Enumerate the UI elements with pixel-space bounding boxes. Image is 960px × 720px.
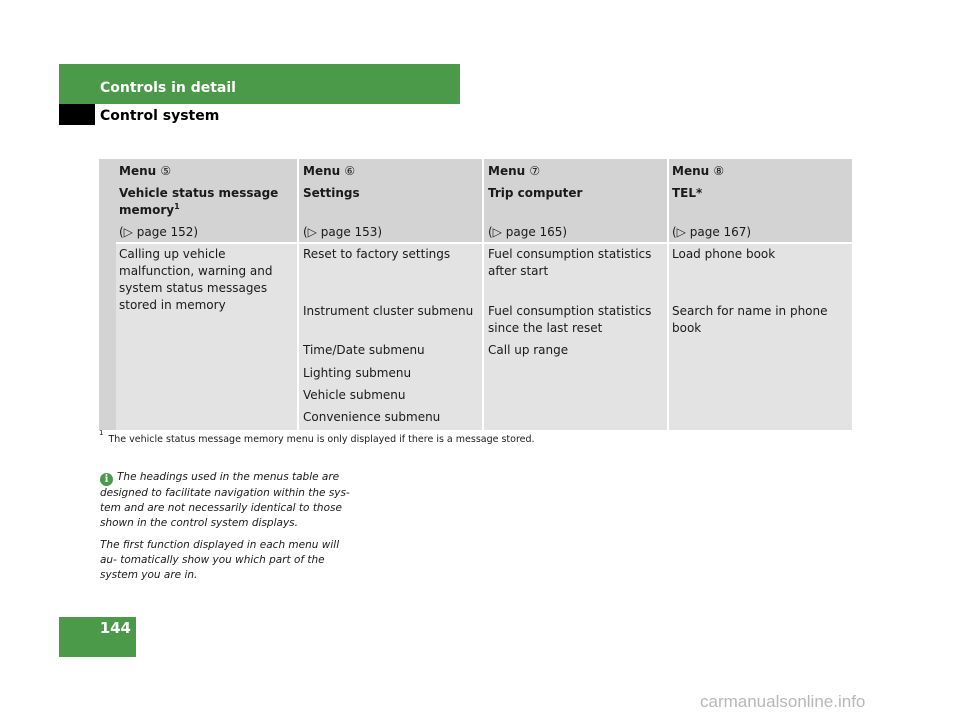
info-paragraph: i The headings used in the menus table are designed to facilitate navigation within the sys- tem and are not necessarily identical to those shown in the control system displays. (100, 471, 350, 529)
column-divider (482, 159, 484, 430)
info-note (100, 470, 350, 590)
watermark: carmanualsonline.info (700, 692, 866, 711)
list-item: Lighting submenu (303, 366, 412, 380)
menu-title-7: Trip computer (488, 186, 583, 200)
page-subtitle: Control system (100, 108, 220, 124)
footnote (99, 428, 535, 445)
page-ref-7: (▷ page 165) (488, 225, 568, 239)
menu-title-6: Settings (303, 186, 360, 200)
column-divider (297, 159, 299, 430)
list-item: Calling up vehicle malfunction, warning and system status messages stored in memory (119, 247, 273, 312)
menu-heading-7: Menu ⑦ (488, 164, 541, 178)
header-marker (59, 104, 95, 125)
list-item: Load phone book (672, 247, 776, 261)
page-ref-6: (▷ page 153) (303, 225, 383, 239)
menu-title-5: Vehicle status message memory$^1$ (119, 186, 279, 217)
menu-heading-8: Menu ⑧ (672, 164, 725, 178)
list-item: Fuel consumption statistics after start (488, 247, 652, 278)
row-divider (116, 242, 852, 244)
list-item: Convenience submenu (303, 410, 441, 424)
side-column (99, 159, 116, 430)
list-item: Search for name in phone book (672, 304, 828, 335)
list-item: Vehicle submenu (303, 388, 406, 402)
list-item: Fuel consumption statistics since the last reset (488, 304, 652, 335)
page-number-box (59, 617, 136, 657)
list-item: Time/Date submenu (303, 343, 425, 357)
footnote-marker: 1 (99, 428, 104, 437)
column-divider (667, 159, 669, 430)
list-item: Reset to factory settings (303, 247, 451, 261)
info-icon: i (100, 473, 113, 486)
list-item: Instrument cluster submenu (303, 304, 474, 318)
page-number: 144 (99, 619, 131, 637)
list-item: Call up range (488, 343, 569, 357)
menu-heading-5: Menu ⑤ (119, 164, 172, 178)
info-paragraph: The first function displayed in each menu will au- tomatically show you which part of the system you are in. (100, 539, 340, 581)
footnote-text: The vehicle status message memory menu is only displayed if there is a message stored. (108, 434, 535, 445)
page-ref-8: (▷ page 167) (672, 225, 752, 239)
menu-table (99, 159, 852, 430)
menu-heading-6: Menu ⑥ (303, 164, 356, 178)
menu-title-8: TEL* (672, 186, 703, 200)
section-title: Controls in detail (100, 80, 236, 96)
page-ref-5: (▷ page 152) (119, 225, 199, 239)
